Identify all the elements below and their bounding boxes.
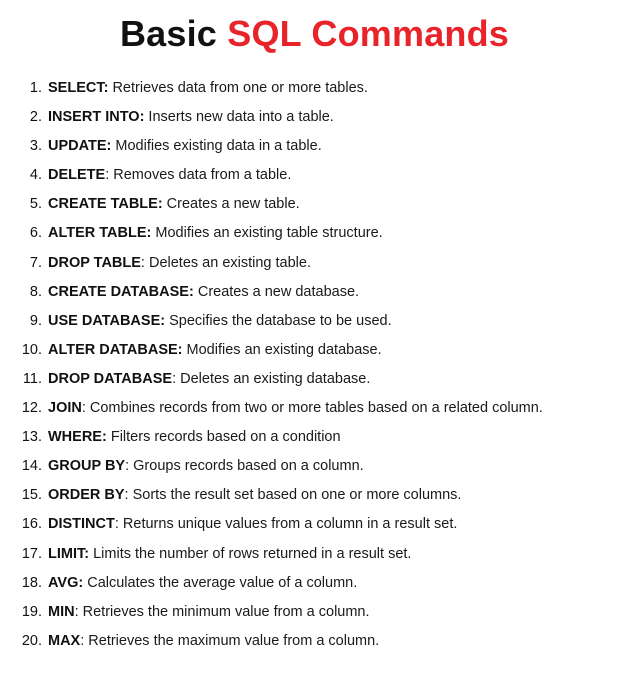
- command-name: ALTER DATABASE:: [48, 341, 183, 358]
- command-name: MIN: [48, 603, 75, 620]
- list-item: [0, 630, 629, 659]
- item-content: [48, 368, 370, 390]
- item-content: [48, 106, 334, 128]
- item-number: 4.: [29, 167, 42, 184]
- item-number: 7.: [29, 254, 42, 271]
- command-description: Retrieves data from one or more tables.: [108, 80, 368, 96]
- page-title-accent: SQL Commands: [227, 13, 510, 54]
- item-number: 15.: [21, 487, 42, 504]
- list-item: [0, 77, 629, 106]
- command-description: Creates a new database.: [193, 283, 360, 300]
- command-name: ALTER TABLE:: [48, 225, 152, 242]
- command-description: : Deletes an existing database.: [172, 370, 371, 387]
- item-number: 12.: [21, 400, 42, 417]
- list-item: [0, 484, 629, 513]
- list-item: [0, 164, 629, 193]
- list-item: [0, 455, 629, 484]
- command-description: Modifies existing data in a table.: [111, 138, 322, 155]
- list-item: [0, 368, 629, 397]
- item-content: [48, 222, 383, 244]
- list-item: [0, 106, 629, 135]
- item-content: [48, 164, 291, 186]
- command-name: DROP DATABASE: [48, 370, 173, 387]
- list-item: [0, 193, 629, 222]
- item-content: [48, 572, 357, 594]
- item-number: 13.: [21, 429, 42, 446]
- list-item: [0, 513, 629, 542]
- item-content: [48, 135, 322, 157]
- command-description: : Returns unique values from a column in a result set.: [114, 516, 458, 533]
- item-number: 19.: [21, 603, 42, 620]
- command-name: AVG:: [48, 574, 84, 591]
- list-item: [0, 397, 629, 426]
- list-item: [0, 601, 629, 630]
- command-list: [0, 77, 629, 659]
- command-name: GROUP BY: [48, 458, 126, 475]
- command-name: DELETE: [48, 167, 106, 184]
- command-description: : Groups records based on a column.: [125, 458, 364, 475]
- command-description: Filters records based on a condition: [106, 429, 341, 446]
- list-item: [0, 426, 629, 455]
- list-item: [0, 572, 629, 601]
- command-name: LIMIT:: [48, 545, 90, 562]
- item-number: 10.: [21, 341, 42, 358]
- command-description: : Sorts the result set based on one or more columns.: [124, 487, 462, 504]
- command-description: Specifies the database to be used.: [165, 312, 392, 329]
- item-content: [48, 77, 368, 99]
- command-name: JOIN: [48, 400, 82, 417]
- item-content: [48, 601, 370, 623]
- command-description: : Retrieves the minimum value from a column.: [74, 603, 370, 620]
- command-name: DROP TABLE: [48, 254, 141, 271]
- item-number: 1.: [29, 80, 42, 96]
- item-content: [48, 426, 341, 448]
- command-description: : Combines records from two or more tables based on a related column.: [81, 400, 543, 417]
- item-number: 11.: [22, 370, 42, 387]
- list-item: [0, 281, 629, 310]
- list-item: [0, 222, 629, 251]
- command-name: ORDER BY: [48, 487, 125, 504]
- item-number: 6.: [29, 225, 42, 242]
- item-number: 17.: [21, 545, 42, 562]
- command-description: : Retrieves the maximum value from a column.: [80, 632, 380, 649]
- page-title: [0, 12, 629, 56]
- command-name: SELECT:: [48, 80, 109, 96]
- command-description: Creates a new table.: [162, 196, 300, 213]
- command-description: Inserts new data into a table.: [144, 109, 334, 126]
- item-number: 9.: [29, 312, 42, 329]
- item-content: [48, 252, 311, 274]
- item-content: [48, 397, 543, 419]
- list-item: [0, 310, 629, 339]
- page-title-plain: Basic: [119, 13, 218, 54]
- command-name: INSERT INTO:: [48, 109, 145, 126]
- item-content: [48, 630, 379, 652]
- item-number: 3.: [29, 138, 42, 155]
- command-name: USE DATABASE:: [48, 312, 166, 329]
- command-description: : Deletes an existing table.: [140, 254, 311, 271]
- item-number: 5.: [29, 196, 42, 213]
- item-content: [48, 484, 461, 506]
- command-name: DISTINCT: [48, 516, 115, 533]
- item-number: 18.: [21, 574, 42, 591]
- item-number: 2.: [29, 109, 42, 126]
- item-number: 8.: [29, 283, 42, 300]
- list-item: [0, 543, 629, 572]
- item-content: [48, 193, 300, 215]
- list-item: [0, 135, 629, 164]
- item-content: [48, 455, 364, 477]
- item-number: 14.: [21, 458, 42, 475]
- list-item: [0, 252, 629, 281]
- command-name: CREATE DATABASE:: [48, 283, 194, 300]
- command-description: Modifies an existing database.: [182, 341, 382, 358]
- item-content: [48, 513, 457, 535]
- item-content: [48, 310, 392, 332]
- item-number: 20.: [21, 632, 42, 649]
- command-name: UPDATE:: [48, 138, 112, 155]
- command-description: Limits the number of rows returned in a result set.: [89, 545, 412, 562]
- item-content: [48, 339, 382, 361]
- item-content: [48, 281, 359, 303]
- command-description: Modifies an existing table structure.: [151, 225, 383, 242]
- command-name: WHERE:: [48, 429, 107, 446]
- command-description: : Removes data from a table.: [105, 167, 292, 184]
- list-item: [0, 339, 629, 368]
- item-content: [48, 543, 411, 565]
- item-number: 16.: [21, 516, 42, 533]
- command-name: MAX: [48, 632, 81, 649]
- command-name: CREATE TABLE:: [48, 196, 163, 213]
- command-description: Calculates the average value of a column.: [83, 574, 358, 591]
